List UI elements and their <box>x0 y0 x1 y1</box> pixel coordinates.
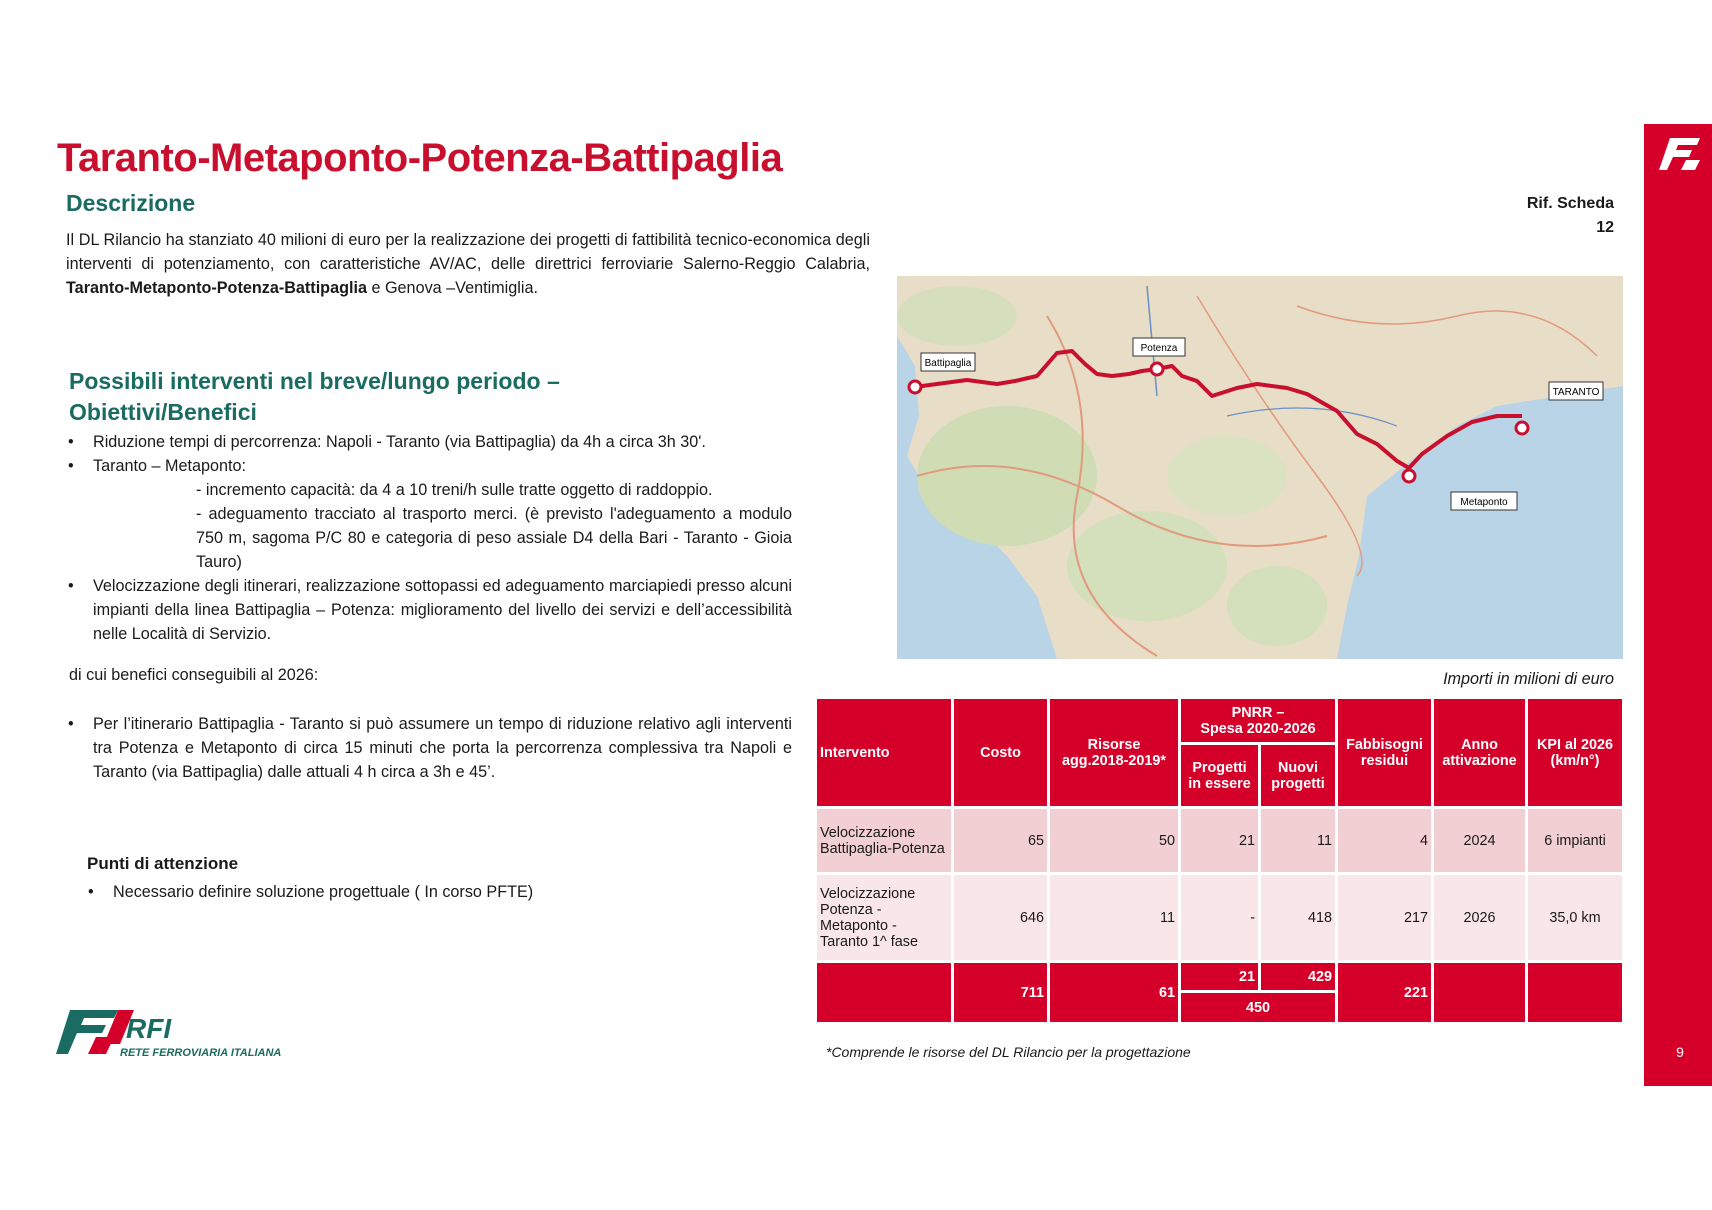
th-costo: Costo <box>953 698 1049 808</box>
th-pnrr <box>1180 698 1337 744</box>
total-label-cell <box>816 962 953 1024</box>
objectives-heading <box>69 366 629 428</box>
cell-progetti-essere: - <box>1180 874 1260 962</box>
fs-logo-icon <box>1656 134 1704 174</box>
th-progetti-essere <box>1180 744 1260 808</box>
reference-number: 12 <box>1596 219 1614 236</box>
cell-fabbisogni: 217 <box>1337 874 1433 962</box>
th-risorse-line2: agg.2018-2019* <box>1061 752 1166 769</box>
objectives-heading-line2: Obiettivi/Benefici <box>69 399 257 425</box>
table-row <box>816 808 1624 874</box>
total-progetti-essere: 21 <box>1180 962 1260 992</box>
page-number: 9 <box>1676 1044 1684 1060</box>
table-footnote: *Comprende le risorse del DL Rilancio per la progettazione <box>826 1044 1191 1060</box>
total-costo: 711 <box>953 962 1049 1024</box>
route-map <box>897 276 1623 659</box>
cell-nuovi-progetti: 418 <box>1260 874 1337 962</box>
cell-costo: 65 <box>953 808 1049 874</box>
objectives-list <box>66 430 792 646</box>
map-label-taranto: TARANTO <box>1552 387 1600 398</box>
total-fabbisogni: 221 <box>1337 962 1433 1024</box>
description-text-before: Il DL Rilancio ha stanziato 40 milioni di euro per la realizzazione dei progetti di fattibilità tecnico-economica degli interventi di potenziamento, con caratteristiche AV/AC, delle direttrici ferroviarie Salerno-Reggio Calabria, <box>66 231 870 273</box>
page-title: Taranto-Metaponto-Potenza-Battipaglia <box>57 136 783 180</box>
th-fabbisogni-line2: residui <box>1360 752 1409 769</box>
cell-kpi: 6 impianti <box>1527 808 1624 874</box>
station-taranto-icon <box>1516 422 1528 434</box>
route-map-svg <box>897 276 1623 659</box>
th-progetti-essere-line1: Progetti <box>1192 759 1247 776</box>
objective-subitem: - incremento capacità: da 4 a 10 treni/h sulle tratte oggetto di raddoppio. <box>196 481 713 499</box>
total-anno <box>1433 962 1527 1024</box>
cell-anno: 2026 <box>1433 874 1527 962</box>
th-nuovi-progetti-line1: Nuovi <box>1278 759 1318 776</box>
attention-list <box>86 880 686 904</box>
th-kpi <box>1527 698 1624 808</box>
th-pnrr-line1: PNRR – <box>1231 704 1285 721</box>
th-kpi-line2: (km/n°) <box>1550 752 1600 769</box>
station-potenza-icon <box>1151 363 1163 375</box>
total-nuovi-progetti: 429 <box>1260 962 1337 992</box>
th-intervento: Intervento <box>816 698 953 808</box>
th-fabbisogni <box>1337 698 1433 808</box>
cell-intervento: Velocizzazione Battipaglia-Potenza <box>816 808 953 874</box>
benefits-list <box>66 712 792 784</box>
cell-nuovi-progetti: 11 <box>1260 808 1337 874</box>
description-text-after: e Genova –Ventimiglia. <box>366 279 538 297</box>
station-metaponto-icon <box>1403 470 1415 482</box>
th-risorse-line1: Risorse <box>1087 736 1141 753</box>
description-text-bold: Taranto-Metaponto-Potenza-Battipaglia <box>66 279 367 297</box>
cell-risorse: 11 <box>1049 874 1180 962</box>
table-row <box>816 874 1624 962</box>
benefit-item: • Per l’itinerario Battipaglia - Taranto si può assumere un tempo di riduzione relativo agli interventi tra Potenza e Metaponto di circa 15 minuti che porta la percorrenza complessiva tra Napoli e Taranto (via Battipaglia) dalle attuali 4 h circa a 3h e 45’. <box>66 712 792 784</box>
amounts-note: Importi in milioni di euro <box>1443 670 1614 688</box>
objective-subitem: - adeguamento tracciato al trasporto merci. (è previsto l'adeguamento a modulo 750 m, sagoma P/C 80 e categoria di peso assiale D4 della Bari - Taranto - Gioia Tauro) <box>196 505 792 571</box>
sidebar-band <box>1644 124 1712 1086</box>
cell-intervento: Velocizzazione Potenza - Metaponto - Taranto 1^ fase <box>816 874 953 962</box>
total-pnrr: 450 <box>1180 992 1337 1024</box>
map-label-potenza: Potenza <box>1140 343 1178 354</box>
cell-kpi: 35,0 km <box>1527 874 1624 962</box>
attention-item: • Necessario definire soluzione progettuale ( In corso PFTE) <box>86 880 686 904</box>
objective-item: • Taranto – Metaponto: <box>66 454 792 478</box>
rfi-logo <box>56 1004 306 1060</box>
cell-anno: 2024 <box>1433 808 1527 874</box>
th-fabbisogni-line1: Fabbisogni <box>1346 736 1423 753</box>
objective-item: • Riduzione tempi di percorrenza: Napoli - Taranto (via Battipaglia) da 4h a circa 3h 30'. <box>66 430 792 454</box>
th-pnrr-line2: Spesa 2020-2026 <box>1200 720 1316 737</box>
station-battipaglia-icon <box>909 381 921 393</box>
th-kpi-line1: KPI al 2026 <box>1536 736 1613 753</box>
th-progetti-essere-line2: in essere <box>1188 775 1251 792</box>
th-risorse <box>1049 698 1180 808</box>
cell-progetti-essere: 21 <box>1180 808 1260 874</box>
cell-risorse: 50 <box>1049 808 1180 874</box>
total-kpi <box>1527 962 1624 1024</box>
map-label-battipaglia: Battipaglia <box>924 358 972 369</box>
funding-table <box>814 696 1625 1025</box>
objectives-heading-line1: Possibili interventi nel breve/lungo periodo – <box>69 368 560 394</box>
description-text <box>66 228 870 300</box>
benefits-heading: di cui benefici conseguibili al 2026: <box>69 666 319 684</box>
th-anno-line1: Anno <box>1461 736 1498 753</box>
table-total-row <box>816 962 1624 992</box>
th-anno <box>1433 698 1527 808</box>
objective-item: • Velocizzazione degli itinerari, realizzazione sottopassi ed adeguamento marciapiedi presso alcuni impianti della linea Battipaglia – Potenza: miglioramento del livello dei servizi e dell’accessibilità nelle Località di Servizio. <box>66 574 792 646</box>
reference-label: Rif. Scheda <box>1526 195 1614 212</box>
rfi-logo-tagline: RETE FERROVIARIA ITALIANA <box>120 1047 282 1059</box>
th-nuovi-progetti <box>1260 744 1337 808</box>
cell-costo: 646 <box>953 874 1049 962</box>
rfi-logo-name: RFI <box>126 1013 172 1044</box>
cell-fabbisogni: 4 <box>1337 808 1433 874</box>
th-nuovi-progetti-line2: progetti <box>1271 775 1325 792</box>
description-heading: Descrizione <box>66 190 196 216</box>
reference-card <box>1500 192 1614 240</box>
total-risorse: 61 <box>1049 962 1180 1024</box>
map-label-metaponto: Metaponto <box>1460 497 1508 508</box>
attention-heading: Punti di attenzione <box>87 854 239 873</box>
th-anno-line2: attivazione <box>1442 752 1517 769</box>
